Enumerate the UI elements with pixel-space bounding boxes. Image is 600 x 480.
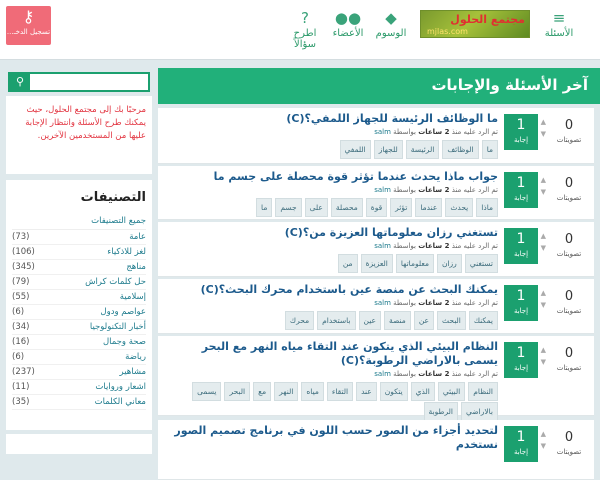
question-tag[interactable]: باستخدام	[317, 311, 355, 330]
question-tag[interactable]: اللمفي	[340, 140, 371, 159]
category-name: حل كلمات كراش	[85, 277, 146, 287]
users-icon: ●●	[334, 9, 362, 27]
question-tag[interactable]: ما	[256, 198, 272, 217]
category-name: اشعار وروايات	[95, 382, 146, 392]
sidebar-bottom-box	[6, 434, 152, 454]
question-body	[166, 283, 498, 330]
vote-up-icon[interactable]: ▲	[540, 176, 546, 184]
answer-count: 1 إجابة	[504, 285, 538, 321]
question-tag[interactable]: عين	[359, 311, 381, 330]
vote-down-icon[interactable]: ▼	[540, 188, 546, 196]
question-meta: تم الرد عليه منذ 2 ساعات بواسطة salm	[374, 299, 498, 307]
vote-down-icon[interactable]: ▼	[540, 442, 546, 450]
nav-questions[interactable]: ≡ الأسئلة	[538, 8, 580, 52]
question-tag[interactable]: قوة	[366, 198, 387, 217]
category-item[interactable]	[12, 365, 146, 380]
question-icon: ?	[301, 9, 309, 27]
question-item	[158, 420, 594, 480]
category-name: رياضة	[125, 352, 146, 362]
question-title[interactable]: يمكنك البحث عن منصة عين باستخدام محرك البحث؟(C)	[200, 283, 498, 296]
category-count: (16)	[12, 337, 30, 347]
category-count: (345)	[12, 262, 35, 272]
question-tag[interactable]: معلوماتها	[396, 254, 434, 273]
question-tag[interactable]: محرك	[285, 311, 314, 330]
question-tag[interactable]: تستغني	[465, 254, 498, 273]
question-tag[interactable]: على	[305, 198, 328, 217]
vote-up-icon[interactable]: ▲	[540, 346, 546, 354]
question-meta: تم الرد عليه منذ 2 ساعات بواسطة salm	[374, 242, 498, 250]
question-tag[interactable]: مياه	[301, 382, 324, 401]
question-tag[interactable]: الذي	[411, 382, 435, 401]
category-item[interactable]	[12, 305, 146, 320]
question-meta: تم الرد عليه منذ 2 ساعات بواسطة salm	[374, 128, 498, 136]
answer-count: 1 إجابة	[504, 342, 538, 378]
question-meta: تم الرد عليه منذ 2 ساعات بواسطة salm	[374, 186, 498, 194]
question-item	[158, 166, 594, 220]
question-body	[166, 340, 498, 421]
welcome-message: مرحبًا بك إلى مجتمع الحلول، حيث يمكنك طرح الأسئلة وانتظار الإجابة عليها من المستخدمين الآخرين.	[6, 96, 152, 174]
logo-subtext: mjlas.com	[427, 27, 468, 36]
question-title[interactable]: ما الوظائف الرئيسة للجهاز اللمفي؟(C)	[286, 112, 498, 125]
question-tag[interactable]: تؤثر	[390, 198, 412, 217]
question-tags	[166, 310, 498, 330]
question-tag[interactable]: العزيزة	[361, 254, 393, 273]
question-tag[interactable]: الرئيسة	[406, 140, 440, 159]
category-count: (55)	[12, 292, 30, 302]
question-tag[interactable]: التقاء	[327, 382, 353, 401]
question-body	[166, 112, 498, 159]
category-list	[12, 230, 146, 410]
list-icon: ≡	[552, 9, 566, 27]
answer-count: 1 إجابة	[504, 228, 538, 264]
category-count: (106)	[12, 247, 35, 257]
question-title[interactable]: النظام البيئي الذي يتكون عند التقاء مياه النهر مع البحر يسمى بالاراضي الرطوبة؟(C)	[201, 340, 498, 367]
category-count: (73)	[12, 232, 30, 242]
category-count: (6)	[12, 352, 25, 362]
category-name: لغز للاذكياء	[107, 247, 146, 257]
question-item	[158, 279, 594, 334]
category-count: (34)	[12, 322, 30, 332]
vote-count: 0 تصويتات	[556, 430, 582, 456]
question-body	[166, 424, 498, 455]
question-tag[interactable]: ما	[482, 140, 498, 159]
question-item	[158, 222, 594, 277]
question-title[interactable]: لتحديد أجزاء من الصور حسب اللون في برنامج تصميم الصور نستخدم	[174, 424, 498, 451]
category-name: إسلامية	[119, 292, 146, 302]
question-tag[interactable]: بالاراضي	[461, 402, 498, 421]
user-link[interactable]: salm	[374, 370, 391, 378]
question-tags	[166, 197, 498, 217]
category-item[interactable]	[12, 320, 146, 335]
key-icon: ⚷	[22, 7, 35, 26]
answer-count: 1 إجابة	[504, 172, 538, 208]
question-tag[interactable]: منصة	[384, 311, 411, 330]
question-tag[interactable]: جسم	[275, 198, 301, 217]
question-tag[interactable]: عن	[414, 311, 434, 330]
vote-count: 0 تصويتات	[556, 346, 582, 372]
category-item[interactable]	[12, 245, 146, 260]
category-item[interactable]	[12, 335, 146, 350]
vote-count: 0 تصويتات	[556, 232, 582, 258]
vote-down-icon[interactable]: ▼	[540, 130, 546, 138]
question-tags	[166, 139, 498, 159]
category-item[interactable]	[12, 260, 146, 275]
question-tag[interactable]: مع	[253, 382, 271, 401]
question-tag[interactable]: ماذا	[476, 198, 498, 217]
vote-down-icon[interactable]: ▼	[540, 358, 546, 366]
category-count: (6)	[12, 307, 25, 317]
tag-icon: ◆	[385, 9, 397, 27]
logo-text: مجتمع الحلول	[450, 13, 525, 26]
page-title: آخر الأسئلة والإجابات	[158, 68, 600, 104]
question-tag[interactable]: عندما	[415, 198, 442, 217]
category-name: أخبار التكنولوجيا	[89, 322, 146, 332]
question-tags	[166, 381, 498, 421]
question-title[interactable]: جواب ماذا يحدث عندما تؤثر قوة محصلة على جسم ما	[213, 170, 498, 183]
vote-up-icon[interactable]: ▲	[540, 118, 546, 126]
category-all-link[interactable]: جميع التصنيفات	[12, 213, 146, 230]
question-tag[interactable]: الوظائف	[442, 140, 478, 159]
login-button[interactable]: ⚷ تسجيل الدخـ...	[6, 6, 51, 45]
nav-users[interactable]: ●● الأعضاء	[328, 8, 368, 52]
category-name: مشاهير	[119, 367, 146, 377]
category-count: (35)	[12, 397, 30, 407]
question-item	[158, 336, 594, 416]
answer-count: 1 إجابة	[504, 426, 538, 462]
vote-up-icon[interactable]: ▲	[540, 430, 546, 438]
categories-title: التصنيفات	[80, 190, 146, 205]
category-item[interactable]	[12, 395, 146, 410]
nav-ask-question[interactable]: ? اطرح سؤالاً	[282, 8, 328, 52]
category-name: صحة وجمال	[102, 337, 146, 347]
user-link[interactable]: salm	[374, 242, 391, 250]
category-item[interactable]	[12, 230, 146, 245]
nav-tags[interactable]: ◆ الوسوم	[368, 8, 414, 52]
question-item	[158, 108, 594, 164]
question-tags	[166, 253, 498, 273]
category-item[interactable]	[12, 290, 146, 305]
vote-down-icon[interactable]: ▼	[540, 244, 546, 252]
category-item[interactable]	[12, 275, 146, 290]
vote-count: 0 تصويتات	[556, 176, 582, 202]
search-button[interactable]	[10, 74, 30, 90]
user-link[interactable]: salm	[374, 186, 391, 194]
search-box	[8, 72, 150, 92]
vote-count: 0 تصويتات	[556, 289, 582, 315]
search-input[interactable]	[30, 74, 148, 90]
category-count: (237)	[12, 367, 35, 377]
category-count: (11)	[12, 382, 30, 392]
vote-count: 0 تصويتات	[556, 118, 582, 144]
question-tag[interactable]: يتكون	[380, 382, 408, 401]
vote-down-icon[interactable]: ▼	[540, 301, 546, 309]
category-count: (79)	[12, 277, 30, 287]
question-tag[interactable]: عند	[356, 382, 377, 401]
category-name: معاني الكلمات	[94, 397, 146, 407]
question-tag[interactable]: النهر	[274, 382, 298, 401]
category-item[interactable]	[12, 350, 146, 365]
vote-up-icon[interactable]: ▲	[540, 289, 546, 297]
answer-count: 1 إجابة	[504, 114, 538, 150]
question-tag[interactable]: البحث	[437, 311, 466, 330]
question-tag[interactable]: يسمى	[192, 382, 221, 401]
question-title[interactable]: تستغني رزان معلوماتها العزيزة من؟(C)	[284, 226, 498, 239]
user-link[interactable]: salm	[374, 128, 391, 136]
question-tag[interactable]: للجهاز	[374, 140, 403, 159]
category-name: عواصم ودول	[100, 307, 146, 317]
category-name: عامة	[129, 232, 146, 242]
question-tag[interactable]: رزان	[437, 254, 462, 273]
question-body	[166, 226, 498, 273]
search-icon: ⚲	[15, 75, 25, 88]
question-tag[interactable]: الرطوبة	[424, 402, 458, 421]
categories-panel	[6, 180, 152, 430]
site-logo[interactable]	[420, 10, 530, 38]
question-meta: تم الرد عليه منذ 2 ساعات بواسطة salm	[374, 370, 498, 378]
category-item[interactable]	[12, 380, 146, 395]
question-tag[interactable]: النظام	[468, 382, 498, 401]
question-body	[166, 170, 498, 217]
question-tag[interactable]: محصلة	[331, 198, 363, 217]
question-tag[interactable]: البيئي	[438, 382, 465, 401]
category-name: مناهج	[126, 262, 146, 272]
question-tag[interactable]: يحدث	[445, 198, 473, 217]
vote-up-icon[interactable]: ▲	[540, 232, 546, 240]
question-tag[interactable]: من	[338, 254, 358, 273]
question-tag[interactable]: يمكنك	[469, 311, 498, 330]
user-link[interactable]: salm	[374, 299, 391, 307]
question-tag[interactable]: البحر	[224, 382, 250, 401]
top-bar	[0, 0, 600, 60]
